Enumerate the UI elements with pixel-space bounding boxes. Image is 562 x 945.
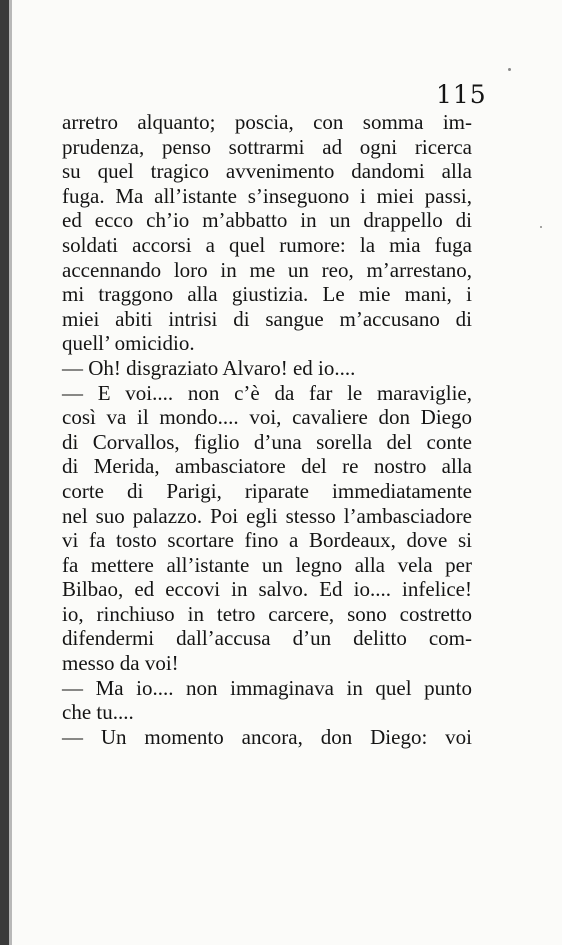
text-line: quell’ omicidio. bbox=[62, 331, 195, 356]
text-line: io, rinchiuso in tetro carcere, sono costretto bbox=[62, 601, 472, 626]
text-line: nel suo palazzo. Poi egli stesso l’ambasciadore bbox=[62, 503, 472, 528]
text-line: miei abiti intrisi di sangue m’accusano di bbox=[62, 306, 472, 331]
binding-shadow bbox=[0, 0, 9, 945]
text-line: Bilbao, ed eccovi in salvo. Ed io.... infelice! bbox=[62, 577, 472, 602]
text-line: — E voi.... non c’è da far le maraviglie, bbox=[62, 380, 472, 405]
text-line: accennando loro in me un reo, m’arrestano, bbox=[62, 257, 472, 282]
text-line: — Oh! disgraziato Alvaro! ed io.... bbox=[62, 355, 356, 380]
text-line: su quel tragico avvenimento dandomi alla bbox=[62, 159, 472, 184]
paper-speck bbox=[508, 68, 511, 71]
text-line: — Ma io.... non immaginava in quel punto bbox=[62, 675, 472, 700]
text-line: — Un momento ancora, don Diego: voi bbox=[62, 724, 472, 749]
text-line: fa mettere all’istante un legno alla vela per bbox=[62, 552, 472, 577]
text-line: di Corvallos, figlio d’una sorella del conte bbox=[62, 429, 472, 454]
binding-edge bbox=[9, 0, 12, 945]
text-line: ed ecco ch’io m’abbatto in un drappello di bbox=[62, 208, 472, 233]
text-line: vi fa tosto scortare fino a Bordeaux, dove si bbox=[62, 528, 472, 553]
text-line: di Merida, ambasciatore del re nostro alla bbox=[62, 454, 472, 479]
text-line: soldati accorsi a quel rumore: la mia fuga bbox=[62, 232, 472, 257]
text-line: arretro alquanto; poscia, con somma im- bbox=[62, 110, 472, 134]
text-line: fuga. Ma all’istante s’inseguono i miei passi, bbox=[62, 183, 472, 208]
text-line: corte di Parigi, riparate immediatamente bbox=[62, 478, 472, 503]
text-line: difendermi dall’accusa d’un delitto com- bbox=[62, 626, 472, 651]
text-line: così va il mondo.... voi, cavaliere don Diego bbox=[62, 405, 472, 430]
page-number: 115 bbox=[436, 80, 487, 109]
paper-speck bbox=[540, 226, 542, 228]
body-text bbox=[62, 110, 472, 749]
text-line: prudenza, penso sottrarmi ad ogni ricerca bbox=[62, 134, 472, 159]
text-line: messo da voi! bbox=[62, 651, 179, 676]
text-line: mi traggono alla giustizia. Le mie mani, i bbox=[62, 282, 472, 307]
text-line: che tu.... bbox=[62, 700, 134, 725]
